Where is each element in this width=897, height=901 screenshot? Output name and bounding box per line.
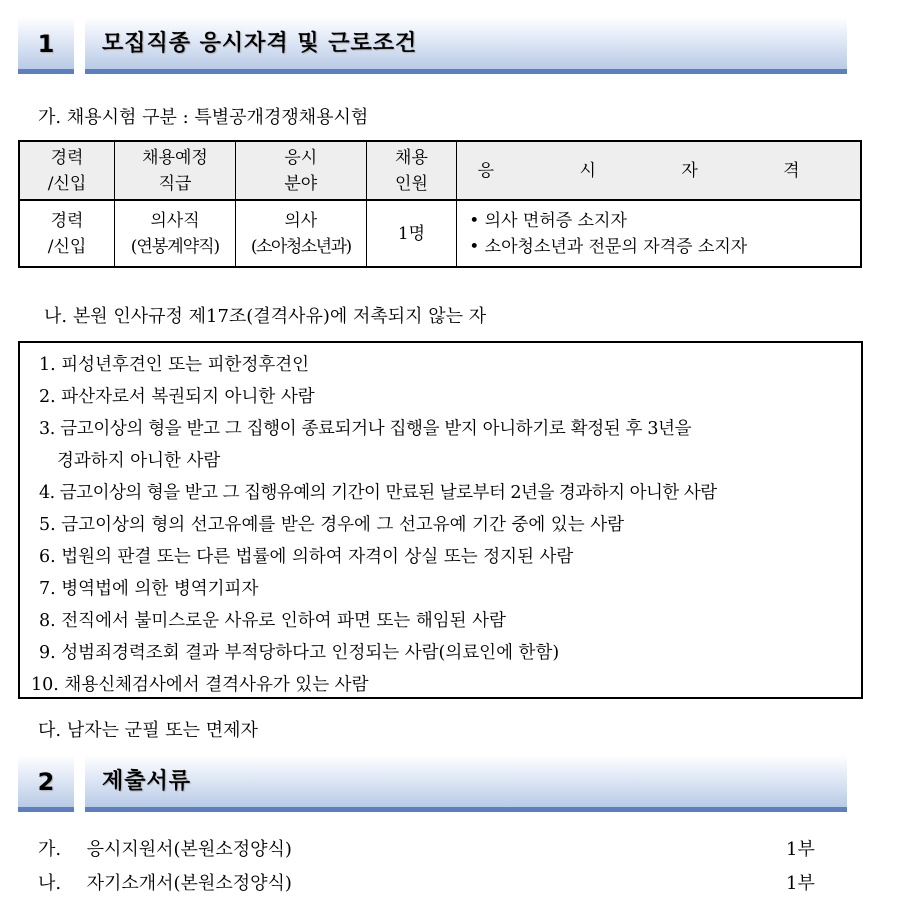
exam-type-line: 가. 채용시험 구분 : 특별공개경쟁채용시험 bbox=[38, 107, 369, 128]
list-item: 7. 병역법에 의한 병역기피자 bbox=[39, 579, 259, 599]
header-field: 응시 분야 bbox=[235, 141, 366, 200]
document-label: 가. bbox=[38, 839, 62, 860]
cell-qualifications bbox=[457, 200, 861, 267]
document-qty: 1부 bbox=[786, 873, 815, 894]
document-qty: 1부 bbox=[786, 839, 815, 860]
document-name: 자기소개서(본원소정양식) bbox=[86, 873, 292, 894]
section-number: 2 bbox=[37, 768, 55, 796]
list-item: 4. 금고이상의 형을 받고 그 집행유예의 기간이 만료된 날로부터 2년을 경과하지 아니한 사람 bbox=[39, 483, 717, 503]
list-item: 3. 금고이상의 형을 받고 그 집행이 종료되거나 집행을 받지 아니하기로 확정된 후 3년을 bbox=[39, 419, 692, 439]
cell-position: 의사직 (연봉계약직) bbox=[115, 200, 236, 267]
cell-field: 의사 (소아청소년과) bbox=[235, 200, 366, 267]
section-title: 모집직종 응시자격 및 근로조건 bbox=[102, 31, 418, 56]
cell-count: 1명 bbox=[366, 200, 457, 267]
document-name: 응시지원서(본원소정양식) bbox=[86, 839, 292, 860]
list-item: 8. 전직에서 불미스로운 사유로 인하여 파면 또는 해임된 사람 bbox=[39, 611, 506, 631]
table-header-row bbox=[19, 141, 861, 200]
header-position: 채용예정 직급 bbox=[115, 141, 236, 200]
section-2-header bbox=[18, 755, 848, 813]
section-title: 제출서류 bbox=[102, 769, 192, 794]
header-count: 채용 인원 bbox=[366, 141, 457, 200]
qualification-item: • 소아청소년과 전문의 자격증 소지자 bbox=[469, 236, 748, 257]
document-row bbox=[38, 869, 292, 895]
header-qualification: 응 시 자 격 bbox=[457, 141, 861, 200]
table-row bbox=[19, 200, 861, 267]
document-row bbox=[38, 835, 292, 861]
military-requirement: 다. 남자는 군필 또는 면제자 bbox=[38, 720, 258, 741]
cell-career: 경력 /신입 bbox=[19, 200, 115, 267]
list-item: 1. 피성년후견인 또는 피한정후견인 bbox=[39, 355, 310, 375]
section-number: 1 bbox=[37, 30, 55, 58]
section-title-box bbox=[85, 755, 847, 812]
list-item-continuation: 경과하지 아니한 사람 bbox=[57, 451, 221, 471]
list-item: 9. 성범죄경력조회 결과 부적당하다고 인정되는 사람(의료인에 한함) bbox=[39, 643, 560, 663]
list-item: 10. 채용신체검사에서 결격사유가 있는 사람 bbox=[31, 675, 369, 695]
header-career: 경력 /신입 bbox=[19, 141, 115, 200]
requirements-table bbox=[18, 140, 862, 268]
document-label: 나. bbox=[38, 873, 62, 894]
qualification-item: • 의사 면허증 소지자 bbox=[469, 210, 627, 231]
list-item: 2. 파산자로서 복권되지 아니한 사람 bbox=[39, 387, 315, 407]
list-item: 6. 법원의 판결 또는 다른 법률에 의하여 자격이 상실 또는 정지된 사람 bbox=[39, 547, 574, 567]
disqualification-intro: 나. 본원 인사규정 제17조(결격사유)에 저촉되지 않는 자 bbox=[44, 306, 487, 327]
list-item: 5. 금고이상의 형의 선고유예를 받은 경우에 그 선고유예 기간 중에 있는 사람 bbox=[39, 515, 625, 535]
section-1-header bbox=[18, 17, 848, 75]
